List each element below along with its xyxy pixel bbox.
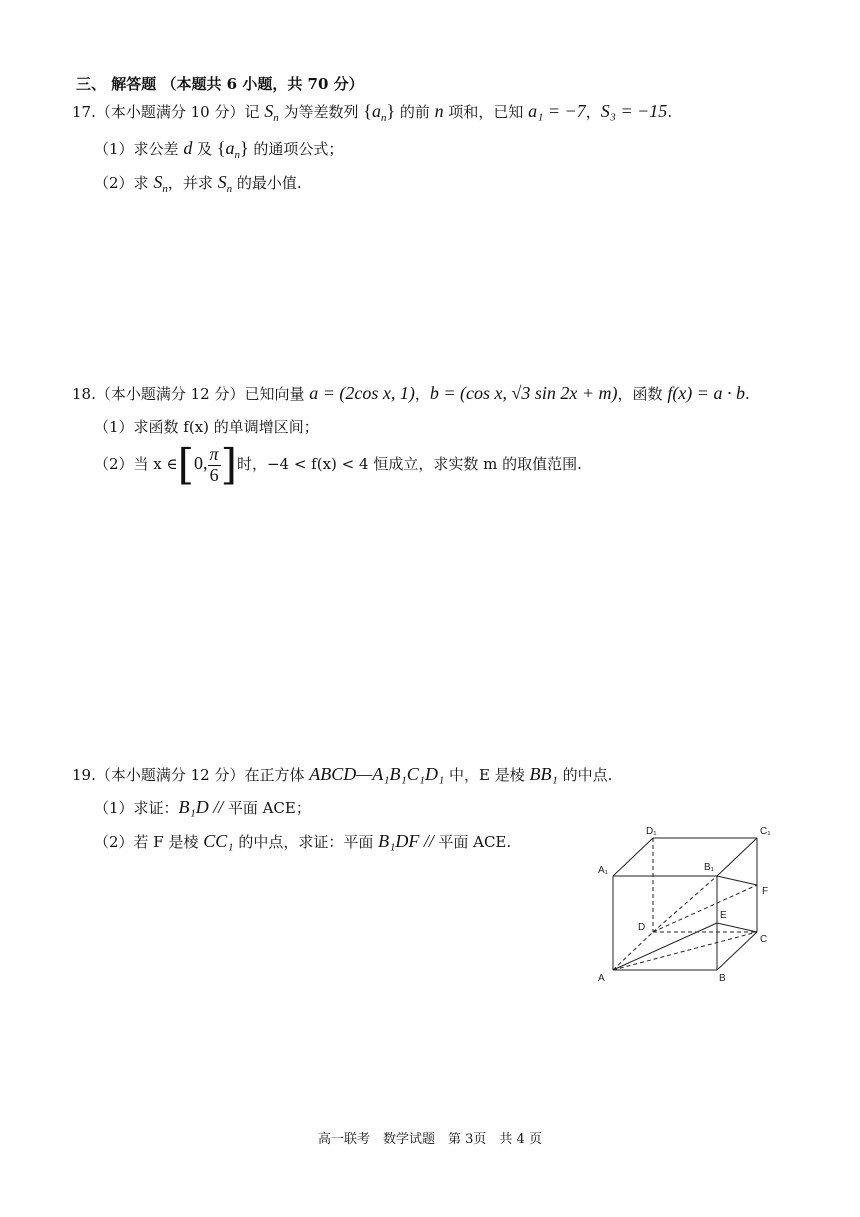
- label-B: B: [719, 973, 726, 984]
- q17-text1: 为等差数列: [278, 103, 364, 121]
- q18-lead: 18.（本小题满分 12 分）已知向量: [72, 385, 310, 403]
- q18-right-bracket: ]: [220, 440, 237, 489]
- q19-p2-plane: B₁DF //: [378, 831, 439, 851]
- q18-stem: [72, 383, 750, 404]
- label-A: A: [598, 973, 605, 984]
- label-D1: D₁: [646, 826, 657, 837]
- edge-B1C1: [717, 838, 757, 876]
- q17-p2-mid: ，并求: [167, 174, 218, 192]
- page-footer: 高一联考 数学试题 第 3页 共 4 页: [318, 1132, 542, 1147]
- q17-n: n: [434, 101, 444, 121]
- q18-vector-b: b = (cos x, √3 sin 2x + m): [429, 383, 618, 403]
- q19-mid: 中，E 是棱: [444, 766, 530, 784]
- section-title: 三、 解答题 （本题共 6 小题，共 70 分）: [76, 75, 364, 93]
- q17-p2-Sn1: $S_n$: [153, 172, 168, 195]
- q18-left-bracket: [: [177, 440, 195, 489]
- q18-mid: ，函数: [617, 385, 668, 403]
- cube-figure: [590, 815, 790, 990]
- q17-lead: 17.（本小题满分 10 分）记: [72, 103, 265, 121]
- q18-comma: ，: [414, 385, 430, 403]
- label-B1: B₁: [704, 862, 715, 873]
- q17-sep: ，: [585, 103, 601, 121]
- label-F: F: [762, 886, 769, 897]
- q17-p1-mid: 及: [192, 140, 217, 158]
- q19-stem: [72, 764, 612, 785]
- q19-p2-pre: （2）若 F 是棱: [94, 833, 204, 851]
- edge-A1D1: [613, 838, 653, 876]
- q19-p2-edge: CC₁: [203, 831, 234, 851]
- q17-part2: [94, 172, 302, 195]
- q19-edge: BB₁: [529, 764, 558, 784]
- q17-stem: [72, 101, 672, 124]
- segment-B1F: [717, 876, 757, 885]
- q17-known-a1: a₁ = −7: [528, 101, 586, 121]
- q18-fraction-den: 6: [209, 464, 219, 485]
- label-C: C: [760, 934, 768, 945]
- q18-period: .: [744, 385, 750, 403]
- q18-p2-mid: 时，−4 < f(x) < 4 恒成立，求实数 m 的取值范围.: [236, 455, 582, 473]
- q19-part1: [94, 797, 311, 818]
- q18-part1: （1）求函数 f(x) 的单调增区间；: [94, 418, 319, 436]
- label-A1: A₁: [598, 865, 609, 876]
- q17-period: .: [667, 103, 673, 121]
- q17-an-set: $\{a_n\}$: [363, 101, 396, 124]
- q19-cube: ABCD—A₁B₁C₁D₁: [309, 764, 445, 784]
- q19-p2-post: 平面 ACE.: [438, 833, 512, 851]
- q17-p2-post: 的最小值.: [232, 174, 302, 192]
- q19-part2: [94, 831, 511, 852]
- q17-known-s3: S₃ = −15: [600, 101, 668, 121]
- q18-interval-left: 0,: [194, 453, 208, 473]
- q17-p1-pre: （1）求公差: [94, 140, 184, 158]
- q17-Sn: $S_n$: [264, 101, 279, 124]
- label-D: D: [638, 922, 646, 933]
- q18-p2-pre: （2）当 x ∈: [94, 455, 178, 473]
- q17-p2-Sn2: $S_n$: [217, 172, 233, 195]
- q17-p1-set: $\{a_n\}$: [216, 138, 249, 161]
- q17-p1-post: 的通项公式；: [248, 140, 344, 158]
- q18-part2: [94, 440, 582, 489]
- q18-fraction: [208, 445, 221, 486]
- q17-p2-pre: （2）求: [94, 174, 154, 192]
- q17-d: d: [183, 138, 193, 158]
- q18-fraction-num: π: [209, 443, 219, 464]
- segment-EC: [717, 923, 757, 932]
- q19-p1-post: 平面 ACE；: [227, 799, 311, 817]
- segment-DF: [653, 885, 757, 932]
- q19-lead: 19.（本小题满分 12 分）在正方体: [72, 766, 310, 784]
- q18-vector-a: a = (2cos x, 1): [309, 383, 415, 403]
- q19-p1-math: B₁D //: [178, 797, 228, 817]
- q19-p1-pre: （1）求证：: [94, 799, 179, 817]
- q18-function: f(x) = a · b: [667, 383, 745, 403]
- label-E: E: [720, 910, 727, 921]
- q17-text3: 项和，已知: [443, 103, 529, 121]
- segment-DB1: [653, 876, 717, 932]
- q19-p2-mid: 的中点，求证：平面: [233, 833, 379, 851]
- q19-end: 的中点.: [557, 766, 613, 784]
- label-C1: C₁: [760, 826, 771, 837]
- q17-text2: 的前: [395, 103, 435, 121]
- edge-AD: [613, 932, 653, 970]
- q17-part1: [94, 138, 343, 161]
